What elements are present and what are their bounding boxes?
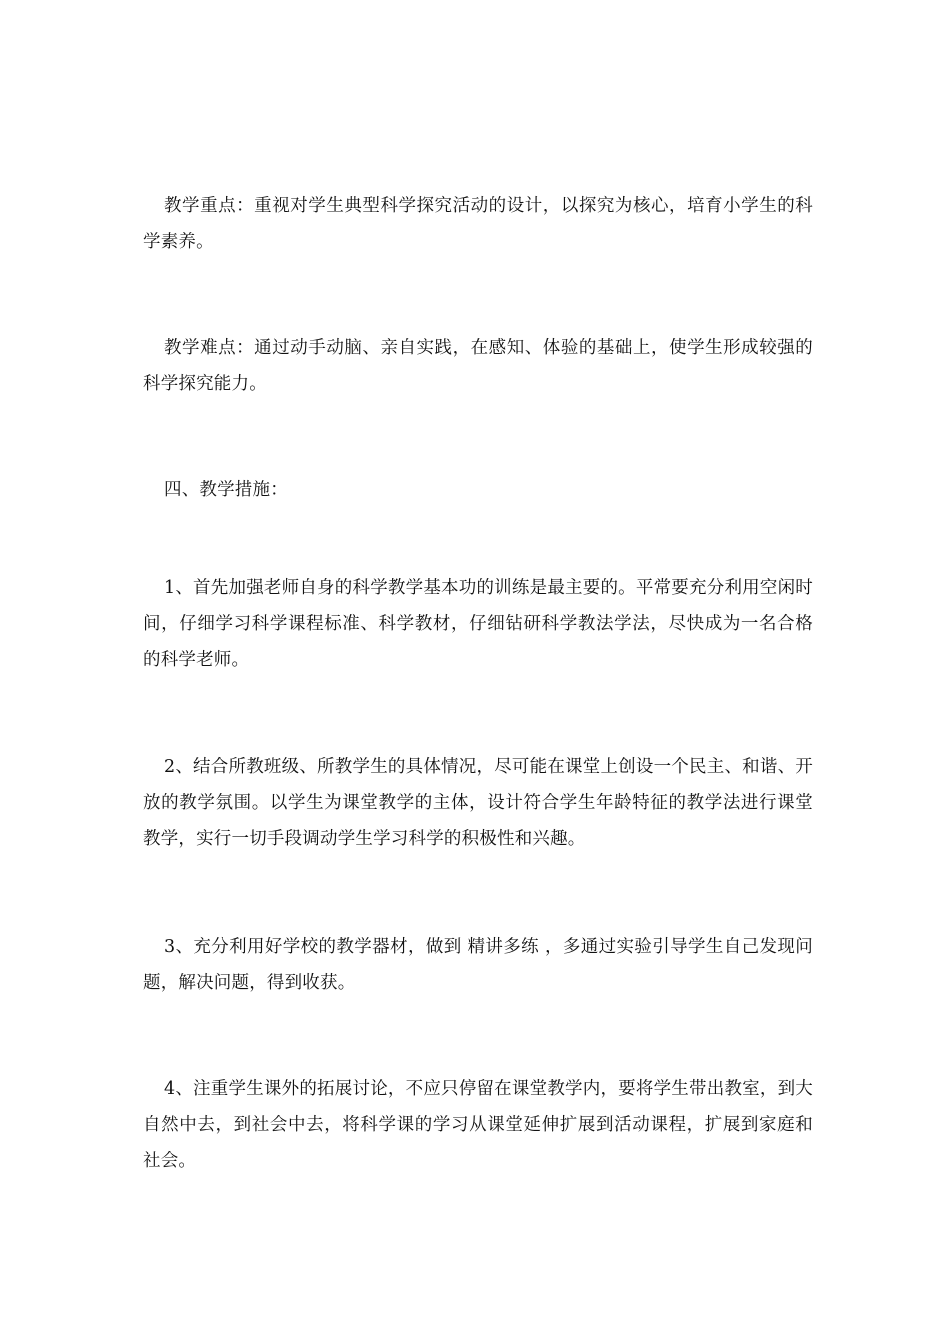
measure-item-4: 4、注重学生课外的拓展讨论，不应只停留在课堂教学内，要将学生带出教室，到大自然中去，到社会中去，将科学课的学习从课堂延伸扩展到活动课程，扩展到家庭和社会。 bbox=[143, 1079, 813, 1171]
measure-item-2: 2、结合所教班级、所教学生的具体情况，尽可能在课堂上创设一个民主、和谐、开放的教学氛围。以学生为课堂教学的主体，设计符合学生年龄特征的教学法进行课堂教学，实行一切手段调动学生学习科学的积极性和兴趣。 bbox=[143, 757, 813, 849]
teaching-difficult-points: 教学难点：通过动手动脑、亲自实践，在感知、体验的基础上，使学生形成较强的科学探究能力。 bbox=[143, 338, 813, 394]
measure-item-3: 3、充分利用好学校的教学器材，做到 精讲多练 ，多通过实验引导学生自己发现问题，解决问题，得到收获。 bbox=[143, 937, 813, 993]
section-heading-measures: 四、教学措施： bbox=[164, 480, 288, 500]
measure-item-1: 1、首先加强老师自身的科学教学基本功的训练是最主要的。平常要充分利用空闲时间，仔细学习科学课程标准、科学教材，仔细钻研科学教法学法，尽快成为一名合格的科学老师。 bbox=[143, 578, 813, 670]
teaching-key-points: 教学重点：重视对学生典型科学探究活动的设计，以探究为核心，培育小学生的科学素养。 bbox=[143, 196, 813, 252]
